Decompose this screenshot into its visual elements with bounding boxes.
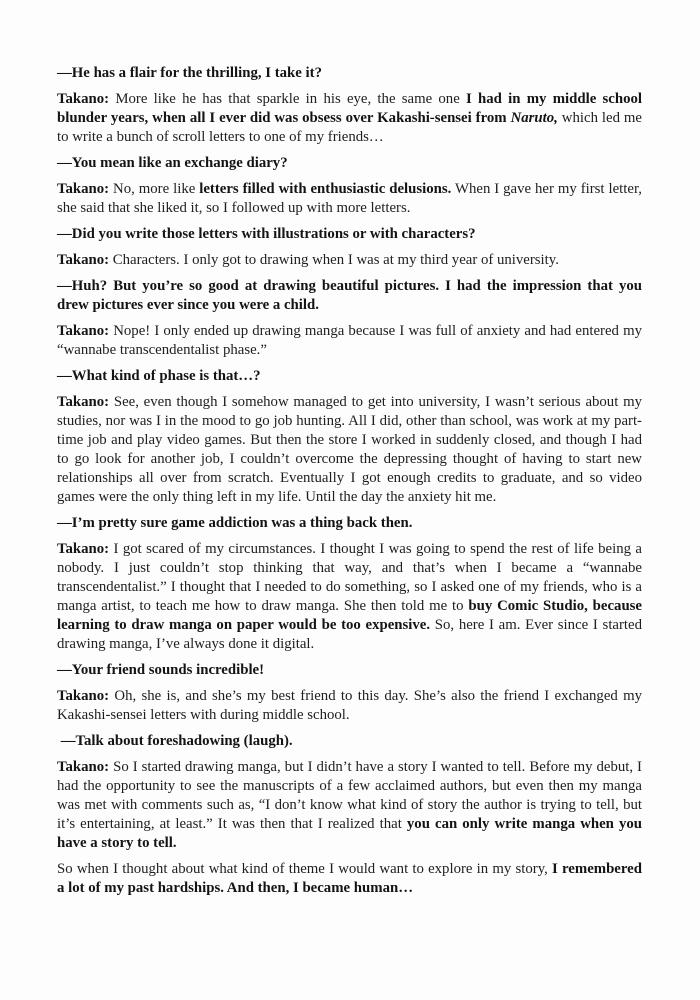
body-text: Oh, she is, and she’s my best friend to this day. She’s also the friend I exchanged my Kakashi-sensei letters with during middle school.	[57, 688, 642, 723]
plain-paragraph	[57, 860, 642, 898]
question-paragraph	[57, 277, 642, 315]
body-text: which led me to write a bunch of scroll letters to one of my friends…	[57, 110, 643, 145]
emphasized-text: Takano:	[57, 541, 110, 557]
body-text: So I started drawing manga, but I didn’t have a story I wanted to tell. Before my debut, I had the opportunity to see the manuscripts of a few acclaimed authors, but even then my manga was met with comments such as, “I don’t know what kind of story the author is trying to tell, but it’s entertaining, at least.” It was then that I realized that	[57, 759, 642, 832]
answer-paragraph	[57, 90, 642, 147]
emphasized-text: —Your friend sounds incredible!	[57, 662, 265, 678]
emphasized-text: Takano:	[57, 323, 110, 339]
question-paragraph	[57, 514, 642, 533]
body-text: I got scared of my circumstances. I thought I was going to spend the rest of life being a nobody. I just couldn’t stop thinking that way, and that’s when I became a “wannabe transcendentalist.” I thought that I needed to do something, so I asked one of my friends, who is a manga artist, to teach me how to draw manga. She then told me to	[57, 541, 642, 614]
interview-transcript	[57, 64, 642, 898]
emphasized-text: you can only write manga when you have a story to tell.	[57, 816, 643, 851]
answer-paragraph	[57, 180, 642, 218]
emphasized-text: —You mean like an exchange diary?	[57, 155, 288, 171]
emphasized-text: Takano:	[57, 688, 110, 704]
emphasized-text: Takano:	[57, 252, 110, 268]
question-paragraph	[57, 154, 642, 173]
emphasized-text: —Talk about foreshadowing (laugh).	[57, 733, 293, 749]
body-text: Characters. I only got to drawing when I was at my third year of university.	[109, 252, 559, 268]
emphasized-text: —He has a flair for the thrilling, I take it?	[57, 65, 322, 81]
question-paragraph	[57, 64, 642, 83]
emphasized-text: I remembered a lot of my past hardships. And then, I became human…	[57, 861, 642, 896]
emphasized-text: Takano:	[57, 759, 110, 775]
body-text: See, even though I somehow managed to get into university, I wasn’t serious about my studies, nor was I in the mood to go job hunting. All I did, other than school, was work at my part-time job and play video games. But then the store I worked in suddenly closed, and though I had to go look for another job, I couldn’t overcome the depressing thought of having to start new relationships all over from scratch. Eventually I got enough credits to graduate, and so video games were the only thing left in my life. Until the day the anxiety hit me.	[57, 394, 642, 505]
emphasized-text: —I’m pretty sure game addiction was a thing back then.	[57, 515, 413, 531]
question-paragraph	[57, 732, 642, 751]
answer-paragraph	[57, 540, 642, 654]
body-text: So when I thought about what kind of theme I would want to explore in my story,	[57, 861, 553, 877]
emphasized-text: buy Comic Studio, because learning to draw manga on paper would be too expensive.	[57, 598, 643, 633]
emphasized-text: Takano:	[57, 394, 110, 410]
emphasized-text: —Huh? But you’re so good at drawing beautiful pictures. I had the impression that you drew pictures ever since you were a child.	[57, 278, 642, 313]
body-text: More like he has that sparkle in his eye, the same one	[109, 91, 467, 107]
answer-paragraph	[57, 687, 642, 725]
emphasized-text: Takano:	[57, 181, 110, 197]
emphasized-text: Naruto,	[510, 110, 558, 126]
body-text: Nope! I only ended up drawing manga because I was full of anxiety and had entered my “wannabe transcendentalist phase.”	[57, 323, 642, 358]
body-text: When I gave her my first letter, she said that she liked it, so I followed up with more letters.	[57, 181, 642, 216]
emphasized-text: —Did you write those letters with illustrations or with characters?	[57, 226, 476, 242]
question-paragraph	[57, 225, 642, 244]
question-paragraph	[57, 661, 642, 680]
emphasized-text: —What kind of phase is that…?	[57, 368, 261, 384]
answer-paragraph	[57, 251, 642, 270]
body-text: No, more like	[109, 181, 200, 197]
emphasized-text: I had in my middle school blunder years, when all I ever did was obsess over Kakashi-sensei from	[57, 91, 642, 126]
question-paragraph	[57, 367, 642, 386]
answer-paragraph	[57, 322, 642, 360]
answer-paragraph	[57, 758, 642, 853]
emphasized-text: Takano:	[57, 91, 110, 107]
emphasized-text: letters filled with enthusiastic delusions.	[199, 181, 452, 197]
body-text: So, here I am. Ever since I started drawing manga, I’ve always done it digital.	[57, 617, 643, 652]
answer-paragraph	[57, 393, 642, 507]
